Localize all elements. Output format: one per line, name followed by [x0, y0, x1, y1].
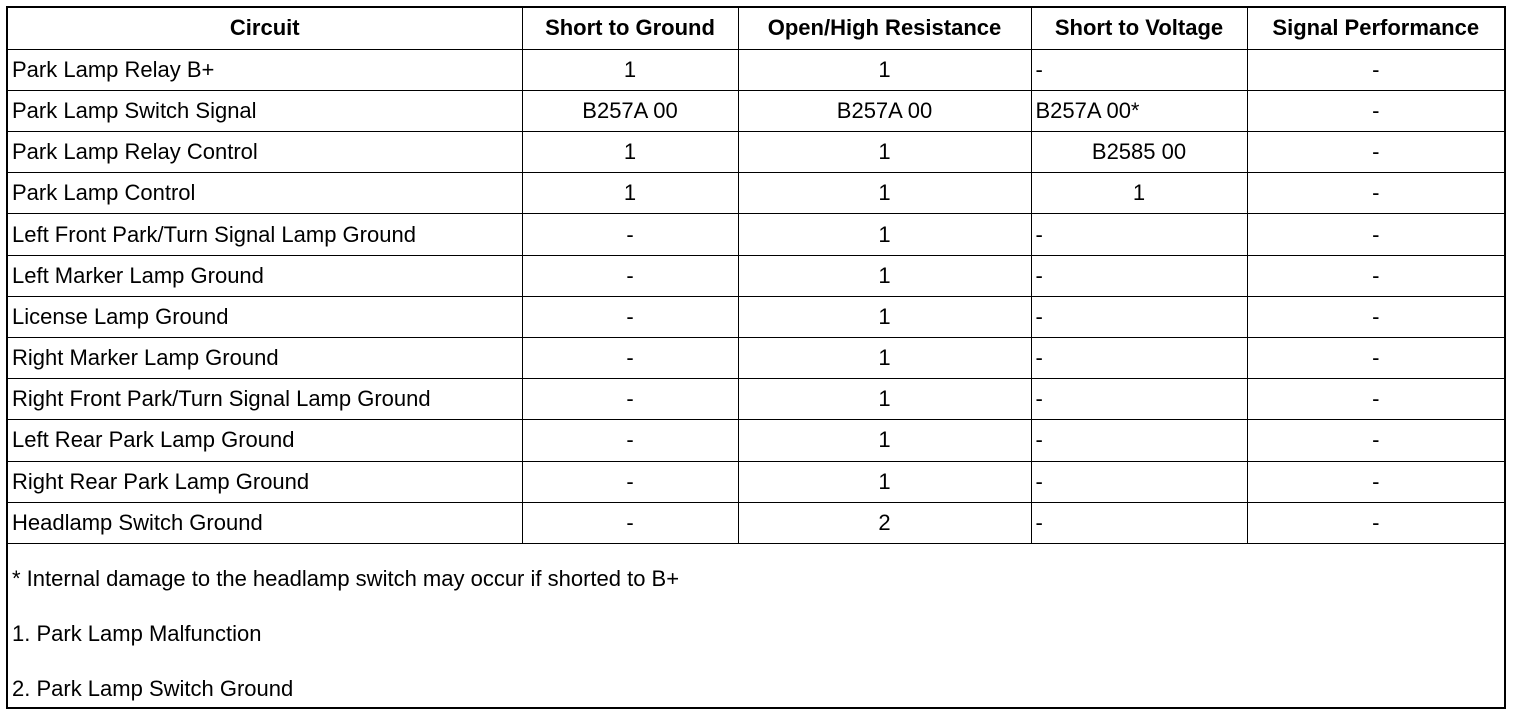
short-to-ground-cell: - — [522, 338, 738, 379]
short-to-voltage-cell: - — [1031, 502, 1247, 543]
short-to-ground-cell: 1 — [522, 49, 738, 90]
short-to-voltage-cell: - — [1031, 296, 1247, 337]
table-row — [8, 173, 1504, 214]
signal-performance-cell: - — [1247, 49, 1504, 90]
circuit-cell: Headlamp Switch Ground — [8, 502, 522, 543]
header-signal-performance: Signal Performance — [1247, 8, 1504, 49]
short-to-ground-cell: - — [522, 502, 738, 543]
note-park-lamp-switch-ground: 2. Park Lamp Switch Ground — [12, 676, 294, 701]
table-row — [8, 214, 1504, 255]
circuit-cell: Park Lamp Switch Signal — [8, 90, 522, 131]
table-row — [8, 132, 1504, 173]
open-high-resistance-cell: 1 — [738, 420, 1031, 461]
signal-performance-cell: - — [1247, 296, 1504, 337]
short-to-ground-cell: 1 — [522, 173, 738, 214]
short-to-ground-cell: - — [522, 296, 738, 337]
short-to-ground-cell: 1 — [522, 132, 738, 173]
circuit-cell: License Lamp Ground — [8, 296, 522, 337]
circuit-cell: Left Marker Lamp Ground — [8, 255, 522, 296]
open-high-resistance-cell: 1 — [738, 379, 1031, 420]
open-high-resistance-cell: B257A 00 — [738, 90, 1031, 131]
short-to-voltage-cell: - — [1031, 49, 1247, 90]
open-high-resistance-cell: 1 — [738, 173, 1031, 214]
short-to-voltage-cell: - — [1031, 379, 1247, 420]
circuit-cell: Right Front Park/Turn Signal Lamp Ground — [8, 379, 522, 420]
short-to-voltage-cell: - — [1031, 338, 1247, 379]
short-to-ground-cell: - — [522, 420, 738, 461]
table-row — [8, 420, 1504, 461]
table-row — [8, 255, 1504, 296]
short-to-voltage-cell: - — [1031, 420, 1247, 461]
signal-performance-cell: - — [1247, 338, 1504, 379]
table-row — [8, 379, 1504, 420]
circuit-table — [8, 8, 1504, 544]
table-notes — [8, 556, 1504, 709]
short-to-voltage-cell: B2585 00 — [1031, 132, 1247, 173]
open-high-resistance-cell: 2 — [738, 502, 1031, 543]
short-to-voltage-cell: - — [1031, 255, 1247, 296]
table-header-row — [8, 8, 1504, 49]
circuit-cell: Park Lamp Relay B+ — [8, 49, 522, 90]
signal-performance-cell: - — [1247, 502, 1504, 543]
short-to-ground-cell: - — [522, 379, 738, 420]
circuit-cell: Left Rear Park Lamp Ground — [8, 420, 522, 461]
short-to-voltage-cell: - — [1031, 461, 1247, 502]
circuit-cell: Right Rear Park Lamp Ground — [8, 461, 522, 502]
signal-performance-cell: - — [1247, 90, 1504, 131]
short-to-ground-cell: - — [522, 255, 738, 296]
table-row — [8, 502, 1504, 543]
circuit-cell: Right Marker Lamp Ground — [8, 338, 522, 379]
open-high-resistance-cell: 1 — [738, 49, 1031, 90]
table-row — [8, 49, 1504, 90]
short-to-voltage-cell: B257A 00* — [1031, 90, 1247, 131]
signal-performance-cell: - — [1247, 132, 1504, 173]
short-to-voltage-cell: - — [1031, 214, 1247, 255]
signal-performance-cell: - — [1247, 173, 1504, 214]
header-short-to-ground: Short to Ground — [522, 8, 738, 49]
note-park-lamp-malfunction: 1. Park Lamp Malfunction — [12, 621, 262, 646]
table-row — [8, 90, 1504, 131]
circuit-diagnostic-table — [6, 6, 1506, 709]
short-to-ground-cell: B257A 00 — [522, 90, 738, 131]
short-to-ground-cell: - — [522, 214, 738, 255]
circuit-cell: Left Front Park/Turn Signal Lamp Ground — [8, 214, 522, 255]
circuit-cell: Park Lamp Relay Control — [8, 132, 522, 173]
table-row — [8, 296, 1504, 337]
header-short-to-voltage: Short to Voltage — [1031, 8, 1247, 49]
header-open-high-resistance: Open/High Resistance — [738, 8, 1031, 49]
note-switch-damage: * Internal damage to the headlamp switch may occur if shorted to B+ — [12, 566, 680, 591]
open-high-resistance-cell: 1 — [738, 255, 1031, 296]
circuit-cell: Park Lamp Control — [8, 173, 522, 214]
short-to-ground-cell: - — [522, 461, 738, 502]
open-high-resistance-cell: 1 — [738, 461, 1031, 502]
table-row — [8, 461, 1504, 502]
signal-performance-cell: - — [1247, 461, 1504, 502]
signal-performance-cell: - — [1247, 214, 1504, 255]
table-row — [8, 338, 1504, 379]
signal-performance-cell: - — [1247, 255, 1504, 296]
open-high-resistance-cell: 1 — [738, 338, 1031, 379]
open-high-resistance-cell: 1 — [738, 214, 1031, 255]
header-circuit: Circuit — [8, 8, 522, 49]
open-high-resistance-cell: 1 — [738, 296, 1031, 337]
signal-performance-cell: - — [1247, 379, 1504, 420]
signal-performance-cell: - — [1247, 420, 1504, 461]
open-high-resistance-cell: 1 — [738, 132, 1031, 173]
short-to-voltage-cell: 1 — [1031, 173, 1247, 214]
